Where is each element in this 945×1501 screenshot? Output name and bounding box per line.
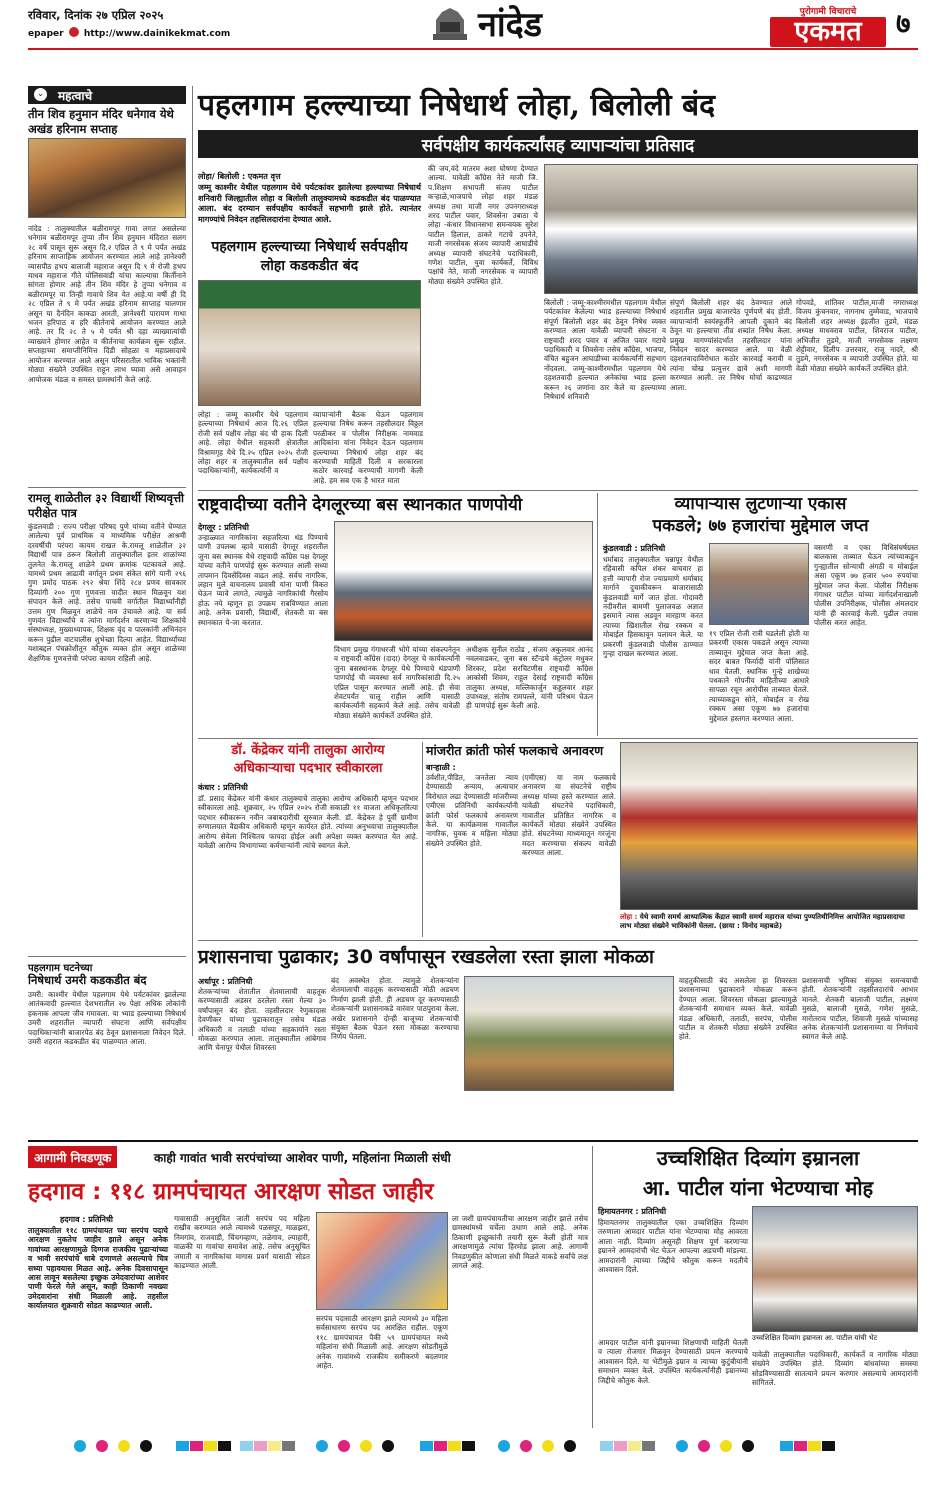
- color-swatch: [642, 1441, 655, 1451]
- color-swatch: [614, 1441, 627, 1451]
- lead-headline: पहलगाम हल्ल्याच्या निषेधार्थ लोहा, बिलोली बंद: [198, 88, 716, 123]
- manjari-col-1: उर्वशीत,पीडित, जनतेला न्याय देण्यासाठी अन्याय, अत्याचार विरोधात लढा देण्यासाठी मांजरीच्या एमीएस प्रतिनिधी कार्यकर्त्यांनी क्रांती फोर्स फलकाचे अनावरण केले. या कार्यक्रमास गावातील नागरिक, युवक व महिला मोठ्या संख्येने उपस्थित होते.: [426, 773, 518, 848]
- sidebar-header: [28, 86, 186, 104]
- color-swatch: [268, 1441, 281, 1451]
- sidebar-divider-1: [28, 487, 186, 488]
- loha-meeting-photo: [198, 280, 421, 406]
- color-swatch: [780, 1441, 793, 1451]
- story4-rule: [422, 742, 423, 937]
- hadgaon-col-1: तालुक्यातील ११८ ग्रामपंचायत च्या सरपंच पदाचे आरक्षण नुकतेच जाहीर झाले असून अनेक गावांच्या आरक्षणामुळे दिग्गज राजकीय पुढाऱ्यांच्या व भावी सरपंचांचे धाबे दणाणले असल्याचे चित्र सध्या पहावयास मिळत आहे. अनेक दिवसापासून आस लावून बसलेल्या इच्छुक उमेदवारांच्या आशेवर पाणी फेरले गेले असून, काही ठिकाणी नवख्या उमेदवारांना संधी मिळाली आहे. तहसील कार्यालयात शुक्रवारी सोडत काढण्यात आली.: [28, 1226, 168, 1311]
- registration-dot-magenta: [520, 1440, 532, 1452]
- chevron-down-icon: ⌄: [34, 88, 47, 101]
- imran-col-1: हिमायतनगर तालुक्यातील एका उच्चशिक्षित दिव्यांग तरुणाला आमदार पाटील यांना भेटण्याचा मोह आवरता आला नाही. दिव्यांग असूनही शिक्षण पूर्ण करणाऱ्या इम्रानने आमदारांची भेट घेऊन आपल्या अडचणी मांडल्या. आमदारांनी त्याच्या जिद्दीचे कौतुक करून मदतीचे आश्वासन दिले.: [598, 1218, 748, 1275]
- color-swatch: [448, 1441, 461, 1451]
- story7-rule: [592, 1146, 593, 1428]
- registration-dot-black: [140, 1440, 152, 1452]
- hadgaon-col-4: ला जशी ग्रामपंचायतीचा आरक्षण जाहीर झाले तसेच ग्रामस्थांमध्ये चर्चेला उधाण आले आहे. अनेक ठिकाणी इच्छुकांनी तयारी सुरू केली होती मात्र आरक्षणामुळे त्यांचा हिरमोड झाला आहे. आगामी निवडणुकीत कोणाला संधी मिळते याकडे सर्वांचे लक्ष लागले आहे.: [452, 1214, 588, 1271]
- degloor-dateline: देगलूर : प्रतिनिधी: [198, 523, 249, 532]
- lead-col-2: व्यापाऱ्यांनी बैठक घेऊन पहलगाम हल्ल्याचा निषेध करून तहसीलदार विठ्ठल परळीकर व पोलीस निरीक्षक नामवाड आदिकांना यांना निवेदन देऊन पहलगाम हल्ल्याच्या निषेधार्थ लोहा शहर बंद करण्याची माहिती दिली व सरकारला कठोर कारवाई करण्याची मागणी केली आहे. हम सब एक है भारत माता: [313, 410, 423, 485]
- imran-col-2: आमदार पाटील यांनी इम्रानच्या शिक्षणाची माहिती घेतली व त्याला रोजगार मिळवून देण्यासाठी प्रयत्न करण्याचे आश्वासन दिले. या भेटीमुळे इम्रान व त्याच्या कुटुंबीयांनी समाधान व्यक्त केले. उपस्थित कार्यकर्त्यांनीही इम्रानच्या जिद्दीचे कौतुक केले.: [598, 1338, 748, 1385]
- road-col-3: वाहतुकीसाठी बंद असलेला हा शिवरस्ता प्रशासनाच्या पुढाकाराने मोकळा करून देण्यात आला. शिवरस्ता मोकळा झाल्यामुळे शेतकऱ्यांनी समाधान व्यक्त केले. यावेळी मंडळ अधिकारी, तलाठी, सरपंच, पोलीस पाटील व शेतकरी मोठ्या संख्येने उपस्थित होते.: [679, 976, 797, 1042]
- imran-photo-caption: उच्चशिक्षित दिव्यांग इम्रानला आ. पाटील यांची भेट: [752, 1334, 878, 1342]
- road-col-4: प्रशासनाची भूमिका संयुक्त समन्वयाची होती. शेतकऱ्यांनी तहसीलदारांचे आभार मानले. शेतकरी बालाजी पाटील, लक्ष्मण मुसळे, बालाजी मुसळे, गणेश मुसळे, मारोतराव पाटील, शिवाजी मुसळे यांच्यासह अनेक शेतकऱ्यांनी प्रशासनाच्या या निर्णयाचे स्वागत केले आहे.: [802, 976, 918, 1042]
- color-swatch: [218, 1441, 231, 1451]
- sidebar-story3-body: उमरी: काश्मीर येथील पहलगाम येथे पर्यटकांवर झालेल्या आतंकवादी हल्ल्यात देशभरातील २७ पेक्षा अधिक लोकांनी हकनाक आपला जीव गमावला. या भ्याड हल्ल्याच्या निषेधार्थ उमरी शहरातील व्यापारी संघटना आणि सर्वपक्षीय पदाधिकाऱ्यांनी बाजारपेठ बंद ठेवून प्रशासनाला निवेदन दिले. उमरी शहरात कडकडीत बंद पाळण्यात आला.: [28, 990, 186, 1047]
- sidebar-story2-headline: रामलू शाळेतील ३२ विद्यार्थी शिष्यवृत्ती परीक्षेत पात्र: [28, 491, 184, 520]
- color-swatch: [254, 1441, 267, 1451]
- registration-dot-cyan: [316, 1440, 328, 1452]
- sidebar-divider-2: [28, 956, 186, 957]
- registration-dot-yellow: [720, 1440, 732, 1452]
- election-kicker: काही गावांत भावी सरपंचांच्या आशेवर पाणी, महिलांना मिळाली संधी: [154, 1151, 451, 1165]
- hadgaon-headline: हदगाव : ११८ ग्रामपंचायत आरक्षण सोडत जाहीर: [28, 1179, 434, 1205]
- devotees-photo-caption: [620, 913, 918, 937]
- sidebar-story2-body: कुंडलवाडी : राज्य परीक्षा परिषद पुणे यांच्या वतीने घेण्यात आलेल्या पूर्व प्राथमिक व माध्यमिक परीक्षेत आश्रमी दरवर्षीची परंपरा कायम राखत के.रामलू शाळेतील ३२ विद्यार्थी पात्र ठरून बिलोली तालुक्यातील इतर शाळांच्या तुलनेत के.रामलू शाळेने प्रथम क्रमांक पटकावले आहे. यामध्ये प्रथम आढावी वर्गातून प्रथम संकेत सांगे यानी २९६ गुण प्रमोद पाठक २९२ श्रेया शिंदे २८४ प्रणव सावकार दिव्यांगी २०० गुण गुणवत्ता यादीत स्थान मिळवून यश संपादन केले आहे. तसेच पाचवी वर्गातील विद्यार्थ्यांनीही उत्तम गुण मिळवून शाळेचे नाव उंचावले आहे. या सर्व गुणवंत विद्यार्थ्यांचे व त्यांना मार्गदर्शन करणाऱ्या शिक्षकांचे संस्थाध्यक्ष, मुख्याध्यापक, शिक्षक वृंद व पालकांनी अभिनंदन करून पुढील वाटचालीस शुभेच्छा दिल्या आहेत. विद्यार्थ्यांच्या यशाबद्दल पंचक्रोशीतून कौतुक व्यक्त होत असून शाळेच्या शैक्षणिक गुणवत्तेची परंपरा कायम राहिली आहे.: [28, 522, 186, 663]
- degloor-panpoi-photo: [334, 521, 593, 641]
- imran-headline-2: आ. पाटील यांना भेटण्याचा मोह: [642, 1176, 874, 1200]
- epaper-label: epaper: [28, 29, 64, 39]
- epaper-line: [28, 27, 230, 39]
- kendrekar-headline-1: डॉ. केंद्रेकर यांनी तालुका आरोग्य: [231, 743, 385, 758]
- women-sarpanch-illustration: [316, 1212, 448, 1310]
- mid-rule-2: [198, 940, 918, 941]
- color-swatch: [462, 1441, 475, 1451]
- sidebar-story1-body: नांदेड : तालुक्यातील बळीरामपूर गावा लगत असलेल्या धनेगाव बळीरामपूर तुप्पा तीन शिव हनुमान मंदिरात सलग २८ वर्षे पासून सुरू असून दि.२ एप्रिल ते ९ मे पर्यंत अखंड हरिनाम साप्ताहिक आयोजन करण्यात आले आहे ज्ञानेश्वरी व्यासपीठ हभप बालाजी महाराज असून दि ९ मे रोजी हभप माधव महाराज गीते पोलिसवाडी यांचा काल्याचा किर्तीनाने सांगता होणार आहे तीन शिव मंदिर हे तुप्पा धनेगाव व बळीरामपूर या तिन्ही गावाचे शिव येत आहे.या वर्षी ही दि २८ एप्रिल ते ९ मे पर्यंत अखंड हरिनाम साप्ताह चालणार असून या दैनंदिन काकडा आरती, ज्ञानेश्वरी पारायण गाथा भजन हरिपाठ व हरि कीर्तनाचे आयोजन करण्यात आले आहे. तर दि २८ ते ५ मे पर्यंत श्री दहा व्याख्यात्यांची व्याख्याने होणार आहेत व कीर्तनाचा कार्यक्रम सुरू राहील. सप्ताहाच्या समाप्तीनिमित्त दिंडी सोहळा व महाप्रसादाचे आयोजन करण्यात आले असून परिसरातील भाविक भक्तांनी मोठ्या संख्येने उपस्थित राहून लाभ घ्यावा असे आवाहन आयोजक मंडळ व समस्त ग्रामस्थांनी केले आहे.: [28, 224, 186, 384]
- color-swatch: [434, 1441, 447, 1451]
- robbery-headline-2: पकडले; ७७ हजारांचा मुद्देमाल जप्त: [652, 516, 869, 536]
- color-swatch: [600, 1441, 613, 1451]
- kendrekar-headline-2: अधिकाऱ्याचा पदभार स्वीकारला: [233, 761, 383, 776]
- header-rule: [28, 48, 918, 50]
- lead-subhead-band: [198, 130, 918, 158]
- election-tag: आगामी निवडणूक: [28, 1146, 117, 1168]
- sidebar-story3-kicker: पहलगाम घटनेच्या: [28, 963, 93, 974]
- color-swatch: [808, 1441, 821, 1451]
- road-dateline: अर्धापूर : प्रतिनिधी: [198, 977, 253, 986]
- color-swatch: [794, 1441, 807, 1451]
- registration-dot-yellow: [360, 1440, 372, 1452]
- sidebar-rule: [192, 86, 193, 1036]
- brand-tagline: पुरोगामी विचाराचे: [799, 7, 857, 17]
- robbery-col-3: वसरणी व एका विधिसंघर्षग्रस्त बालकास ताब्यात घेऊन त्यांच्याकडून गुन्ह्यातील सोन्याची अंगठी व मोबाईल असा एकूण ७७ हजार ५०० रुपयांचा मुद्देमाल जप्त केला. पोलीस निरीक्षक गंगाधर पाटील यांच्या मार्गदर्शनाखाली पोलीस उपनिरीक्षक, पोलीस अंमलदार यांनी ही कारवाई केली. पुढील तपास पोलीस करत आहेत.: [814, 543, 918, 628]
- registration-dot-black: [742, 1440, 754, 1452]
- color-swatch: [420, 1441, 433, 1451]
- temple-crowd-photo: [28, 138, 186, 218]
- globe-icon: [69, 27, 79, 37]
- caption-text: येथे स्वामी समर्थ आध्यात्मिक केंद्रात स्वामी समर्थ महाराज यांच्या पुण्यतिथीनिमित्त आयोजित महाप्रसादाचा लाभ मोठ्या संख्येने भाविकांनी घेतला. (छाया : विनोद महाबळे): [620, 913, 905, 930]
- manjari-dateline: बाऱ्हाळी :: [426, 763, 456, 772]
- robbery-col-2: १९ एप्रिल रोजी रात्री घडलेली होती या प्रकरणी एकास पकडले असून त्याच्या ताब्यातून मुद्देमाल जप्त केला आहे. सदर बाबत फिर्यादी यांनी पोलिसात धाव घेतली. स्थानिक गुन्हे शाखेच्या पथकाने गोपनीय माहितीच्या आधारे सापळा रचून आरोपीस ताब्यात घेतले. त्याच्याकडून सोने, मोबाईल व रोख रक्कम असा एकूण ७७ हजारांचा मुद्देमाल हस्तगत करण्यात आला.: [709, 629, 809, 723]
- city-emblem: [430, 4, 470, 46]
- lead-col-4: बिलोली : जम्मू-काश्मीरमधील पहलगाम येथील पर्यटकांवर केलेल्या भ्याड हल्ल्याच्या निषेधार्थ संपूर्ण बिलोली शहर बंद ठेवून निषेध व्यक्त करण्यात आला यावेळी व्यापारी संघटना व राष्ट्रवादी शरद पवार व अजित पवार गटाचे पदाधिकारी व शिवसेना तसेच काँग्रेस, भाजपा, वंचित बहुजन आघाडीच्या कार्यकर्त्यांनी सहभाग नोंदवला. जम्मू-काश्मीरमधील पहलगाम येथे दहशतवादी हल्ल्यात अनेकांचा भ्याड हल्ला करून २६ जणांना ठार केले या हल्ल्याच्या निषेधार्थ शनिवारी: [544, 298, 666, 402]
- degloor-col-1: उन्हाळ्यात नागरिकांना सहजरित्या थंड पिण्याचे पाणी उपलब्ध व्हावे यासाठी देगलूर शहरातील जुना बस स्थानक येथे राष्ट्रवादी कॉंग्रेस पक्ष देगलूर यांच्या वतीने पाणपोई सुरू करण्यात आली सध्या तापमान दिवसेंदिवस वाढत आहे. सर्वच नागरिक, लहान मुले वाचनालय प्रवासी यांना पाणी विकत घेऊन प्यावे लागते, त्यामुळे नागरिकांची गैरसोय होऊ नये म्हणून हा उपक्रम राबविण्यात आला आहे. अनेक प्रवासी, विद्यार्थी, शेतकरी या बस स्थानकात ये-जा करतात.: [198, 533, 328, 627]
- road-col-2b: [464, 1095, 674, 1135]
- color-swatch: [204, 1441, 217, 1451]
- registration-dot-magenta: [338, 1440, 350, 1452]
- lead-col-1: लोहा : जम्मू काश्मीर येथे पहलगाम हल्ल्याच्या निषेधार्थ आज दि.२६ एप्रिल रोजी सर्व पक्षीय लोहा बंद ची हाक दिली आहे. लोहा येथील सहकारी क्षेत्रातील विश्रामगृह येथे दि.२५ एप्रिल २०२५ रोजी लोहा शहर व तालुक्यातील सर्व पक्षीय पदाधिकाऱ्यांनी, कार्यकर्त्यांनी व: [198, 410, 308, 476]
- lohа-photo-title: पहलगाम हल्ल्याच्या निषेधार्थ सर्वपक्षीय लोहा कडकडीत बंद: [211, 239, 408, 274]
- caption-place: लोहा :: [620, 913, 638, 921]
- sidebar-story1-headline: तीन शिव हनुमान मंदिर धनेगाव येथे अखंड हरिनाम सप्ताह: [28, 107, 174, 136]
- lead-subhead: सर्वपक्षीय कार्यकर्त्यांसह व्यापाऱ्यांचा प्रतिसाद: [421, 136, 695, 156]
- lead-col-6: गोपवडे, शांतिवर पाटील,माजी नगराध्यक्ष विजय कुंचनवार, नागनाथ तुम्मेवाड, भाजपाचे बिलोली शहर अध्यक्ष इंद्रजीत तुडमे, मंडळ अध्यक्ष माधवराव पाटील, शिवराज पाटील, अभिजीत तुडमे, माजी नगरसेवक लक्ष्मण शेट्टीवार, दिलीप उत्तरवार, राजू नादरे, श्री तुडमे, नगरसेवक व व्यापारी उपस्थित होते. या वेळी मोठ्या संख्येने कार्यकर्ते उपस्थित होते.: [796, 298, 918, 373]
- devotees-queue-photo: [620, 742, 918, 910]
- registration-dot-black: [564, 1440, 576, 1452]
- imran-col-3: यावेळी तालुक्यातील पदाधिकारी, कार्यकर्ते व नागरिक मोठ्या संख्येने उपस्थित होते. दिव्यांग बांधवांच्या समस्या सोडविण्यासाठी सातत्याने प्रयत्न करणार असल्याचे आमदारांनी सांगितले.: [752, 1350, 918, 1388]
- hadgaon-col-2: गावासाठी अनुसूचित जाती सरपंच पद महिला राखीव करण्यात आले त्यामध्ये पळसपूर, माळझरा, निमगांव, राजवाडी, चिंचगव्हाण, तळेगाव, ल्याहारी, वाळकी या गावांचा समावेश आहे. तसेच अनुसूचित जमाती व नागरिकांचा मागास प्रवर्ग यासाठी सोडत काढण्यात आली.: [174, 1214, 310, 1271]
- hadgaon-col-3: सरपंच पदासाठी आरक्षण झाले त्यामध्ये ३० महिला सर्वसाधारण सरपंच पद आरक्षित राहील. एकूण ११८ ग्रामपंचायत पैकी ५९ ग्रामपंचायत मध्ये महिलांना संधी मिळाली आहे. आरक्षण सोडतीमुळे अनेक गावांमध्ये राजकीय समीकरणे बदलणार आहेत.: [316, 1314, 448, 1371]
- color-swatch: [240, 1441, 253, 1451]
- registration-dot-magenta: [96, 1440, 108, 1452]
- registration-dot-cyan: [498, 1440, 510, 1452]
- robbery-dateline: कुंडलवाडी : प्रतिनिधी: [603, 544, 666, 553]
- site-url-link[interactable]: http://www.dainikekmat.com: [83, 29, 231, 39]
- color-swatch: [176, 1441, 189, 1451]
- kendrekar-dateline: कंधार : प्रतिनिधी: [198, 783, 248, 792]
- brand-block: [770, 4, 886, 50]
- registration-dot-yellow: [542, 1440, 554, 1452]
- degloor-col-3: अधीक्षक सुनील राठोड , संजय अकुलवार आनंद नवलवाडकर, जुना बस स्टॅन्डचे कंट्रोलर मधुकर शिरकर, प्रदेश सरचिटणीस राष्ट्रवादी कॉंग्रेस आकोसी शिवम, राहुल देसाई राष्ट्रवादी कॉंग्रेस तालुका अध्यक्ष, मल्लिकार्जुन कड्डलवार शहर उपाध्यक्ष, संतोष रामपल्ले, यांनी परिश्रम घेऊन ही पाणपोई सुरू केली आहे.: [466, 645, 593, 711]
- manjari-col-2: (एमीएस) या नाम फलकाचे अनावरण या संघटनेचे राष्ट्रीय अध्यक्ष यांच्या हस्ते करण्यात आले. यावेळी संघटनेचे पदाधिकारी, गावातील प्रतिष्ठित नागरिक व कार्यकर्ते मोठ्या संख्येने उपस्थित होते. संघटनेच्या माध्यमातून गरजूंना मदत करण्याचा संकल्प यावेळी करण्यात आला.: [522, 773, 616, 858]
- lead-bottom-rule: [198, 490, 918, 491]
- road-col-2: बंद अवस्थेत होता. त्यामुळे शेतकऱ्यांना शेतमालाची वाहतूक करण्यासाठी मोठी अडचण निर्माण झाली होती. ही अडचण दूर करण्यासाठी शेतकऱ्यांनी प्रशासनाकडे वारंवार पाठपुरावा केला. अखेर प्रशासनाने दोन्ही बाजूच्या शेतकऱ्यांची संयुक्त बैठक घेऊन रस्ता मोकळा करण्याचा निर्णय घेतला.: [331, 976, 459, 1042]
- kendrekar-body: डॉ. प्रसाद केंद्रेकर यांनी कंधार तालुक्याचे तालुका आरोग्य अधिकारी म्हणून पदभार स्वीकारला आहे. शुक्रवार, २५ एप्रिल २०२५ रोजी सकाळी ११ वाजता अधिकृतरित्या पदभार स्वीकारून नवीन जबाबदारीची सुरुवात केली. डॉ. केंद्रेकर हे पूर्वी ग्रामीण रुग्णालयात वैद्यकीय अधिकारी म्हणून कार्यरत होते. त्यांच्या अनुभवाचा तालुक्यातील आरोग्य सेवेला निश्चितच फायदा होईल अशी अपेक्षा व्यक्त करण्यात येत आहे. यावेळी आरोग्य विभागाच्या कर्मचाऱ्यांनी त्यांचे स्वागत केले.: [198, 794, 418, 851]
- registration-dot-yellow: [118, 1440, 130, 1452]
- lead-col-5: संपूर्ण बिलोली शहर बंद ठेवण्यात आले शहरातील प्रमुख बाजारपेठ पूर्णपणे बंद होती. व्यापाऱ्यांनी स्वयंस्फूर्तीने आपली दुकाने बंद ठेवून या हल्ल्याचा तीव्र शब्दांत निषेध केला. प्रमुख मागण्यांसंदर्भात तहसीलदार यांना निवेदन सादर करण्यात आले. या वेळी दहशतवादाविरोधात कठोर कारवाई करावी व त्यांना चोख प्रत्युत्तर द्यावे अशी मागणी करण्यात आली. तर निषेध मोर्चा काढण्यात आला.: [670, 298, 792, 392]
- degloor-col-2: विभाग प्रमुख गंगाधरजी भोगे यांच्या संकल्पनेतून व राष्ट्रवादी कॉंग्रेस (दादा) देगलूर चे कार्यकर्त्यांनी जुना बसस्थानक देगलूर येथे पिण्याचे थंडपाणी पाणपोई ची व्यवस्था सर्व नागरिकांसाठी दि.२५ एप्रिल पासून करण्यात आली आहे. ही सेवा शेवटपर्यंत चालू राहील आणि यासाठी कार्यकर्त्यांनी सहकार्य केले आहे. तसेच यावेळी मोठ्या संख्येने कार्यकर्ते उपस्थित होते.: [334, 645, 460, 720]
- imran-meeting-photo: [752, 1206, 918, 1332]
- robbery-col-1: धर्माबाद तालुक्यातील चन्नापूर येथील रहिवासी कपिल शंकर बाचवार हा हत्ती व्यापारी रोज ज्याप्रमाणे धर्माबाद मार्गाने दुचाकीवरून बाजारासाठी कुंडलवाडी मार्गे जात होता. गोदावरी नदीवरील बामणी पुलाजवळ अज्ञात इसमाने त्यास अडवून मारहाण करत त्याच्या खिशातील रोख रक्कम व मोबाईल हिसकावून पलायन केले. या प्रकरणी कुंडलवाडी पोलीस ठाण्यात गुन्हा दाखल करण्यात आला.: [603, 555, 703, 659]
- lead-col-3: की जय,वंदे मातरम अशा घोषणा देण्यात आल्या. यावेळी कॉंग्रेस नेते माजी जि. प.शिक्षण सभापती संजय पाटील कऱ्हाळे,भाजपाचे लोहा शहर मंडळ अध्यक्ष तथा माजी नगर उपनगराध्यक्ष शरद पाटील पवार, शिवसेना उबाठा चे लोहा -कंधार विधानसभा समन्वयक सुरेश पाटील हिलाल, ठाकरे गटाचे उपनेते, माजी नगरसेवक संजय व्यापारी आघाडीचे अध्यक्ष व्यापारी संघटनेचे पदाधिकारी, गणेश पाटील, युवा कार्यकर्ते, विविध पक्षांचे नेते, माजी नगरसेवक व व्यापारी मोठ्या संख्येने उपस्थित होते.: [428, 164, 538, 286]
- election-kicker-row: [28, 1146, 588, 1170]
- city-title: नांदेड: [478, 5, 542, 45]
- sidebar: [28, 86, 186, 1047]
- hadgaon-dateline: हदगाव : प्रतिनिधी: [60, 1215, 113, 1224]
- color-swatch: [282, 1441, 295, 1451]
- page-number: ७: [896, 7, 911, 40]
- registration-dot-black: [382, 1440, 394, 1452]
- degloor-headline: राष्ट्रवादीच्या वतीने देगलूरच्या बस स्थानकात पाणपोयी: [198, 495, 523, 515]
- imran-dateline: हिमायतनगर : प्रतिनिधी: [598, 1207, 667, 1216]
- section-rule: [28, 1140, 918, 1142]
- color-swatch: [190, 1441, 203, 1451]
- masthead: [0, 0, 945, 68]
- registration-dot-cyan: [74, 1440, 86, 1452]
- registration-dot-magenta: [698, 1440, 710, 1452]
- issue-date: रविवार, दिनांक २७ एप्रिल २०२५: [28, 8, 164, 22]
- lead-dateline: लोहा/ बिलोली : एकमत वृत्त: [198, 172, 281, 181]
- sidebar-story3-headline: निषेधार्थ उमरी कडकडीत बंद: [28, 973, 147, 987]
- road-site-photo: [464, 976, 674, 1091]
- brand-logo: एकमत: [770, 17, 886, 47]
- biloli-rally-photo: [544, 164, 918, 294]
- story2-rule: [597, 493, 598, 736]
- robbery-headline-1: व्यापाऱ्यास लुटणाऱ्या एकास: [674, 494, 847, 514]
- sidebar-title: महत्वाचे: [58, 89, 93, 103]
- lead-intro-block: [198, 164, 421, 234]
- mid-rule-1: [198, 738, 918, 739]
- manjari-headline: मांजरीत क्रांती फोर्स फलकाचे अनावरण: [426, 743, 604, 758]
- color-swatch: [822, 1441, 835, 1451]
- lead-intro: जम्मू काश्मीर येथील पहलगाम येथे पर्यटकांवर झालेल्या हल्ल्याच्या निषेधार्थ शनिवारी जिल्ह्यातील लोहा व बिलोली तालुक्यामध्ये कडकडीत बंद पाळण्यात आला. बंद दरम्यान सर्वपक्षीय कार्यकर्ते सहभागी झाले होते. त्यानंतर मागण्यांचे निवेदन तहसिलदारांना देण्यात आले.: [198, 183, 421, 224]
- road-col-1: शेतकऱ्यांच्या शेतातील शेतमालाची वाहतूक करण्यासाठी अडसर ठरलेला रस्ता गेल्या ३० वर्षांपासून बंद होता. तहसीलदार रेणुकादास देवणीकर यांच्या पुढाकारातून तसेच मंडळ अधिकारी व तलाठी यांच्या सहकार्याने रस्ता मोकळा करण्यात आला. तालुक्यातील आंबेगाव आणि चेनापूर येथील शिवरस्ता: [198, 987, 326, 1053]
- road-headline: प्रशासनाचा पुढाकार; 30 वर्षांपासून रखडलेला रस्ता झाला मोकळा: [198, 946, 654, 968]
- registration-dot-cyan: [676, 1440, 688, 1452]
- imran-headline-1: उच्चशिक्षित दिव्यांग इम्रानला: [656, 1146, 860, 1170]
- accused-photo: [709, 543, 809, 625]
- registration-marks: [0, 1432, 945, 1501]
- color-swatch: [628, 1441, 641, 1451]
